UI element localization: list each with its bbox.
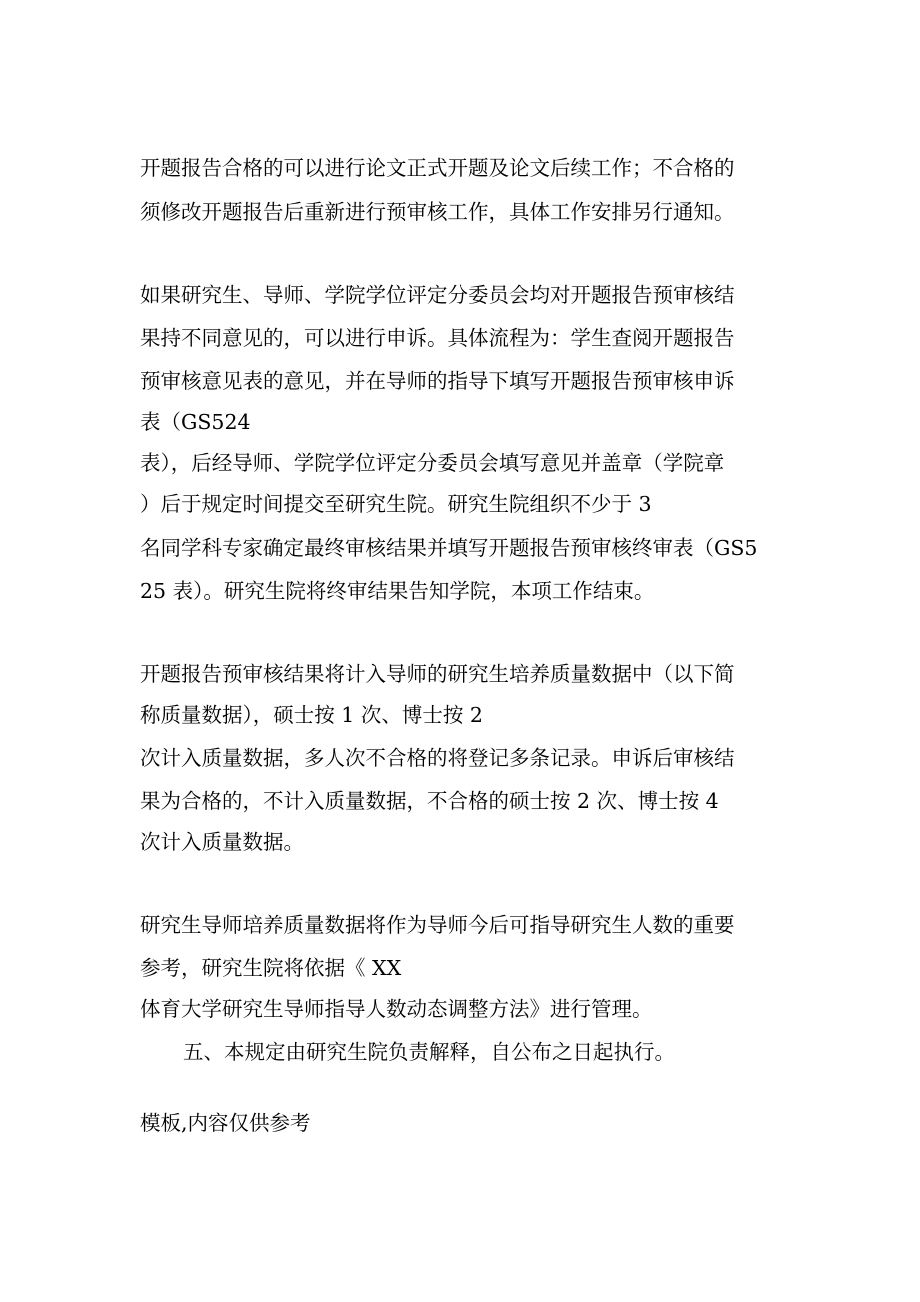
text-line: 次计入质量数据，多人次不合格的将登记多条记录。申诉后审核结 [140, 746, 735, 770]
text-line: 研究生导师培养质量数据将作为导师今后可指导研究生人数的重要 [140, 913, 735, 937]
text-line: 果为合格的，不计入质量数据，不合格的硕士按 2 次、博士按 4 [140, 789, 719, 813]
text-line: 开题报告合格的可以进行论文正式开题及论文后续工作；不合格的 [140, 156, 735, 180]
text-line: 参考，研究生院将依据《 XX [140, 956, 402, 980]
text-line: 次计入质量数据。 [140, 830, 304, 854]
text-line: 预审核意见表的意见，并在导师的指导下填写开题报告预审核申诉 [140, 369, 735, 393]
text-line: 名同学科专家确定最终审核结果并填写开题报告预审核终审表（GS5 [140, 536, 758, 560]
text-line: 五、本规定由研究生院负责解释，自公布之日起执行。 [183, 1040, 675, 1064]
text-line: 开题报告预审核结果将计入导师的研究生培养质量数据中（以下简 [140, 662, 735, 686]
text-line: 体育大学研究生导师指导人数动态调整方法》进行管理。 [140, 997, 653, 1021]
text-line: 果持不同意见的，可以进行申诉。具体流程为：学生查阅开题报告 [140, 326, 735, 350]
text-line: 如果研究生、导师、学院学位评定分委员会均对开题报告预审核结 [140, 283, 735, 307]
template-note: 模板,内容仅供参考 [140, 1111, 311, 1135]
text-line: 称质量数据），硕士按 1 次、博士按 2 [140, 703, 483, 727]
text-line: ）后于规定时间提交至研究生院。研究生院组织不少于 3 [140, 492, 652, 516]
text-line: 表（GS524 [140, 410, 251, 434]
text-line: 须修改开题报告后重新进行预审核工作，具体工作安排另行通知。 [140, 200, 735, 224]
text-line: 25 表）。研究生院将终审结果告知学院，本项工作结束。 [140, 579, 655, 603]
text-line: 表），后经导师、学院学位评定分委员会填写意见并盖章（学院章 [140, 451, 725, 475]
